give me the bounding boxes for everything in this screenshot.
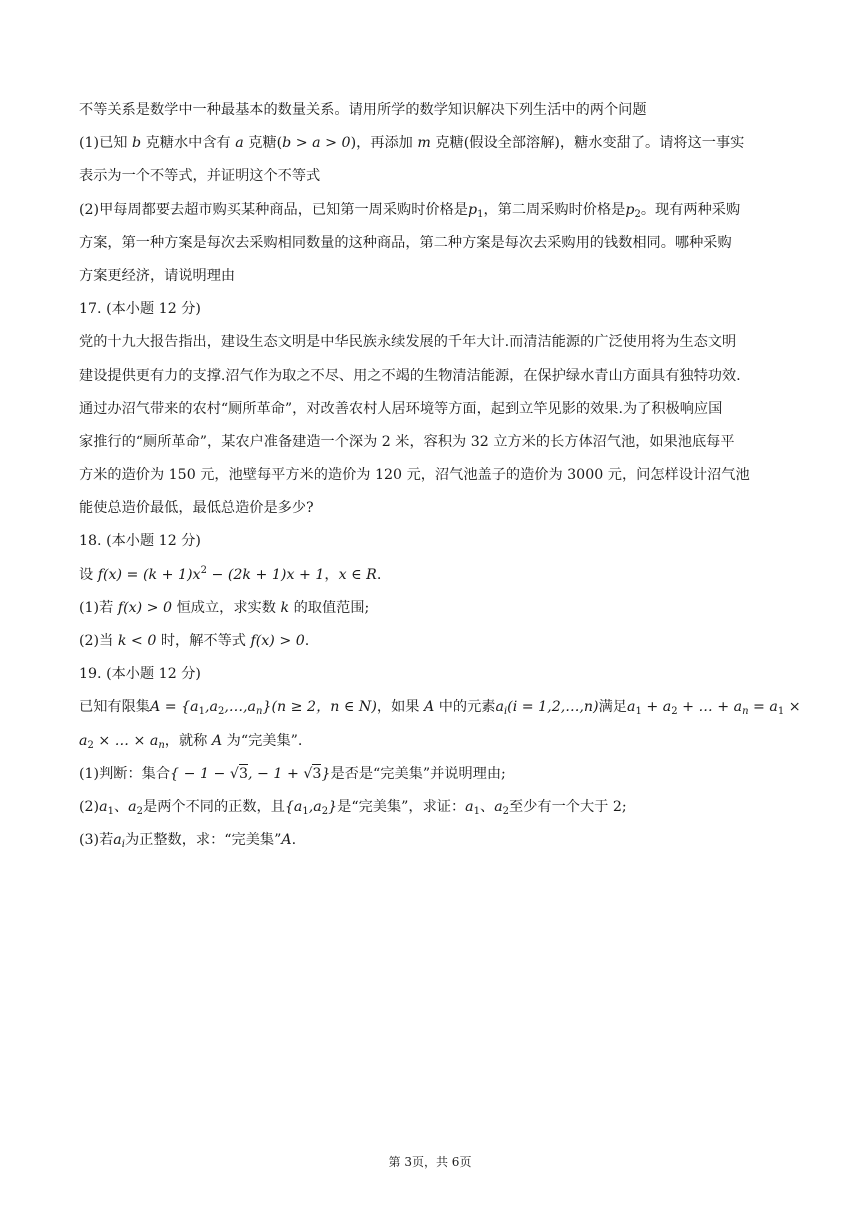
q18-definition: 设 $f(x) = (k + 1)x^2 - (2k + 1)x + 1$，x ∈ R. (79, 564, 382, 583)
q16-part2-line2: 方案，第一种方案是每次去采购相同数量的这种商品，第二种方案是每次去采购用的钱数相同。哪种采购 (79, 234, 732, 251)
q19-part2: $(2)a_1$、$a_2$是两个不同的正数，且$\{a_1,a_2\}$是“完美集”，求证：$a_1$、$a_2$至少有一个大于 2; (79, 798, 627, 817)
q16-part2-line3: 方案更经济，请说明理由 (79, 267, 236, 284)
q19-definition-line1: 已知有限集$A = \{a_1,a_2,\dots,a_n\}(n \ge 2$，n ∈ N)，如果 A 中的元素$a_i(i$ = 1,2,…,n)满足$a_1 + a_2$ + … + $a_n = a_1$ × (79, 699, 801, 718)
intro-text: 不等关系是数学中一种最基本的数量关系。请用所学的数学知识解决下列生活中的两个问题 (79, 102, 647, 118)
page-content (79, 100, 801, 863)
q16-part2-line1: (2)甲每周都要去超市购买某种商品，已知第一周采购时价格是$p_1$，第二周采购时价格是$p_2$。现有两种采购 (79, 201, 741, 220)
page-footer: 第 3页，共 6页 (388, 1155, 472, 1169)
q17-text-line6: 能使总造价最低，最低总造价是多少? (79, 500, 314, 517)
q18-header: 18. (本小题 12 分) (79, 533, 201, 550)
q18-part1: (1)若 f(x) > 0 恒成立，求实数 k 的取值范围; (79, 599, 370, 616)
q19-part1: (1)判断：集合{ − 1 − √3, − 1 + √3}是否是“完美集”并说明理由; (79, 765, 506, 782)
q19-definition-line2: $a_2$ × … × $a_n$，就称 A 为“完美集”. (79, 732, 303, 751)
q17-text-line4: 家推行的“厕所革命”，某农户准备建造一个深为 2 米，容积为 32 立方米的长方体沼气池，如果池底每平 (79, 433, 735, 450)
q17-text-line1: 党的十九大报告指出，建设生态文明是中华民族永续发展的千年大计.而清洁能源的广泛使用将为生态文明 (79, 334, 737, 351)
q17-text-line3: 通过办沼气带来的农村“厕所革命”，对改善农村人居环境等方面，起到立竿见影的效果.为了积极响应国 (79, 400, 723, 417)
q17-text-line2: 建设提供更有力的支撑.沼气作为取之不尽、用之不竭的生物清洁能源，在保护绿水青山方面具有独特功效. (79, 367, 741, 384)
q19-part3: (3)若$a_i$为正整数，求：“完美集”A. (79, 832, 297, 851)
q18-part2: (2)当 k < 0 时，解不等式 f(x) > 0. (79, 633, 310, 649)
q16-part1-line2: 表示为一个不等式，并证明这个不等式 (79, 168, 321, 185)
q17-text-line5: 方米的造价为 150 元，池壁每平方米的造价为 120 元，沼气池盖子的造价为 3000 元，问怎样设计沼气池 (79, 467, 750, 484)
q17-header: 17. (本小题 12 分) (79, 301, 201, 318)
q16-part1-line1: (1)已知 b 克糖水中含有 a 克糖(b > a > 0)，再添加 m 克糖(假设全部溶解)，糖水变甜了。请将这一事实 (79, 135, 745, 152)
q19-header: 19. (本小题 12 分) (79, 666, 201, 683)
